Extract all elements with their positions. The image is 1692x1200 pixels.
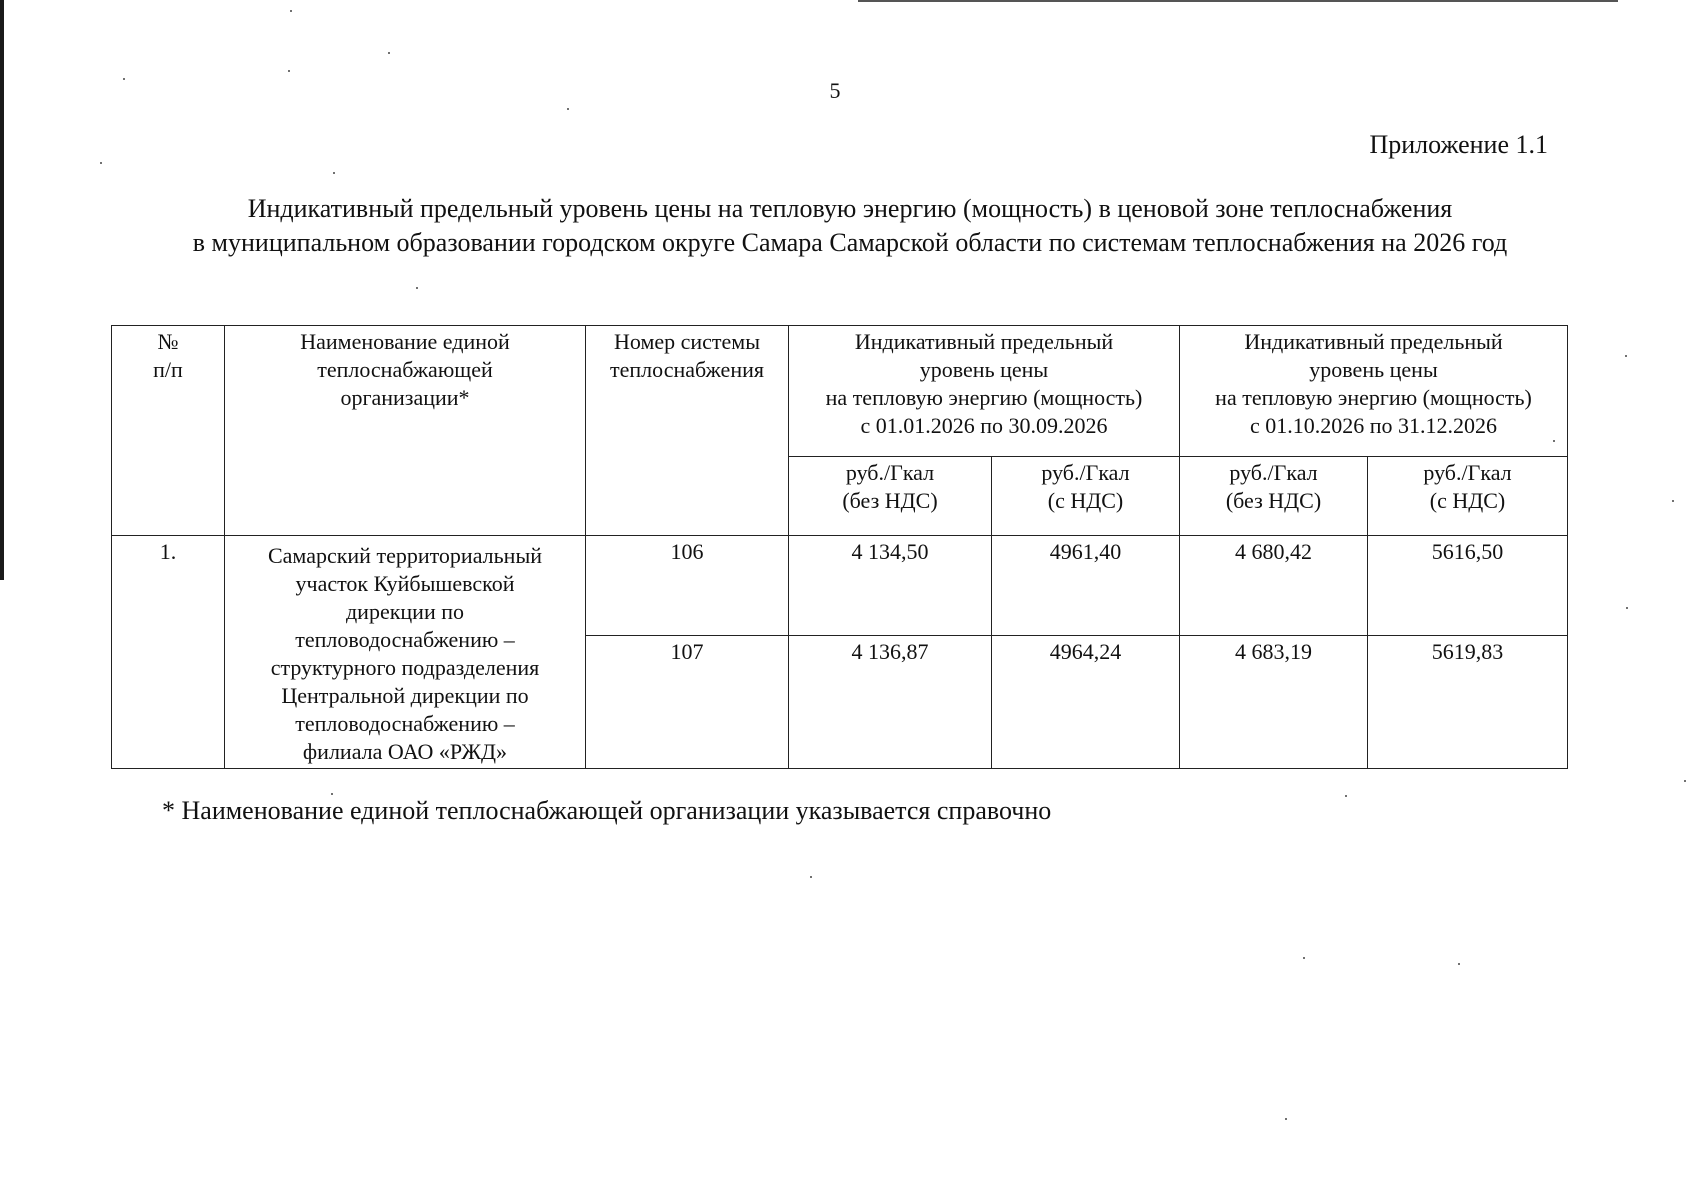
header-p1-vat: руб./Гкал (с НДС) xyxy=(992,457,1180,536)
scan-speck xyxy=(416,287,418,289)
header-period-2: Индикативный предельный уровень цены на тепловую энергию (мощность) с 01.10.2026 по 31.12.2026 xyxy=(1180,326,1568,457)
scan-speck xyxy=(1303,957,1305,959)
system-number: 106 xyxy=(586,536,789,636)
scan-speck xyxy=(331,793,333,795)
appendix-label: Приложение 1.1 xyxy=(1369,130,1548,159)
scan-speck xyxy=(1684,780,1686,782)
document-title-line-1: Индикативный предельный уровень цены на тепловую энергию (мощность) в ценовой зоне теплоснабжения xyxy=(247,194,1453,223)
scan-speck xyxy=(1345,795,1347,797)
header-p2-vat: руб./Гкал (с НДС) xyxy=(1368,457,1568,536)
price-p1-no-vat: 4 134,50 xyxy=(789,536,992,636)
scan-speck xyxy=(290,10,292,12)
scan-speck xyxy=(1672,500,1674,502)
table-header-row xyxy=(112,326,1568,457)
price-p1-vat: 4961,40 xyxy=(992,536,1180,636)
table-row xyxy=(112,536,1568,636)
scan-edge-top xyxy=(858,0,1618,2)
price-p1-no-vat: 4 136,87 xyxy=(789,636,992,769)
page-number: 5 xyxy=(829,78,841,103)
scan-speck xyxy=(288,70,290,72)
scan-speck xyxy=(567,108,569,110)
scan-speck xyxy=(388,52,390,54)
price-p2-no-vat: 4 683,19 xyxy=(1180,636,1368,769)
document-title-line-2: в муниципальном образовании городском округе Самара Самарской области по системам теплоснабжения на 2026 год xyxy=(192,228,1508,257)
header-org-name: Наименование единой теплоснабжающей организации* xyxy=(225,326,586,536)
tariff-table xyxy=(111,325,1568,769)
footnote: * Наименование единой теплоснабжающей организации указывается справочно xyxy=(162,796,1052,825)
row-number: 1. xyxy=(112,536,225,769)
scan-speck xyxy=(1553,440,1555,442)
header-num: № п/п xyxy=(112,326,225,536)
scan-speck xyxy=(100,162,102,164)
document-title xyxy=(100,192,1600,260)
price-p2-no-vat: 4 680,42 xyxy=(1180,536,1368,636)
organization-name: Самарский территориальный участок Куйбышевской дирекции по тепловодоснабжению – структурного подразделения Центральной дирекции по тепловодоснабжению – филиала ОАО «РЖД» xyxy=(225,536,586,769)
header-period-1: Индикативный предельный уровень цены на тепловую энергию (мощность) с 01.01.2026 по 30.09.2026 xyxy=(789,326,1180,457)
price-p1-vat: 4964,24 xyxy=(992,636,1180,769)
scan-speck xyxy=(123,78,125,80)
scan-speck xyxy=(1285,1118,1287,1120)
scan-speck xyxy=(1458,963,1460,965)
scan-speck xyxy=(1625,355,1627,357)
header-p2-no-vat: руб./Гкал (без НДС) xyxy=(1180,457,1368,536)
scan-speck xyxy=(810,876,812,878)
price-p2-vat: 5616,50 xyxy=(1368,536,1568,636)
header-p1-no-vat: руб./Гкал (без НДС) xyxy=(789,457,992,536)
scan-speck xyxy=(333,172,335,174)
header-system-number: Номер системы теплоснабжения xyxy=(586,326,789,536)
price-p2-vat: 5619,83 xyxy=(1368,636,1568,769)
system-number: 107 xyxy=(586,636,789,769)
scan-speck xyxy=(1626,607,1628,609)
